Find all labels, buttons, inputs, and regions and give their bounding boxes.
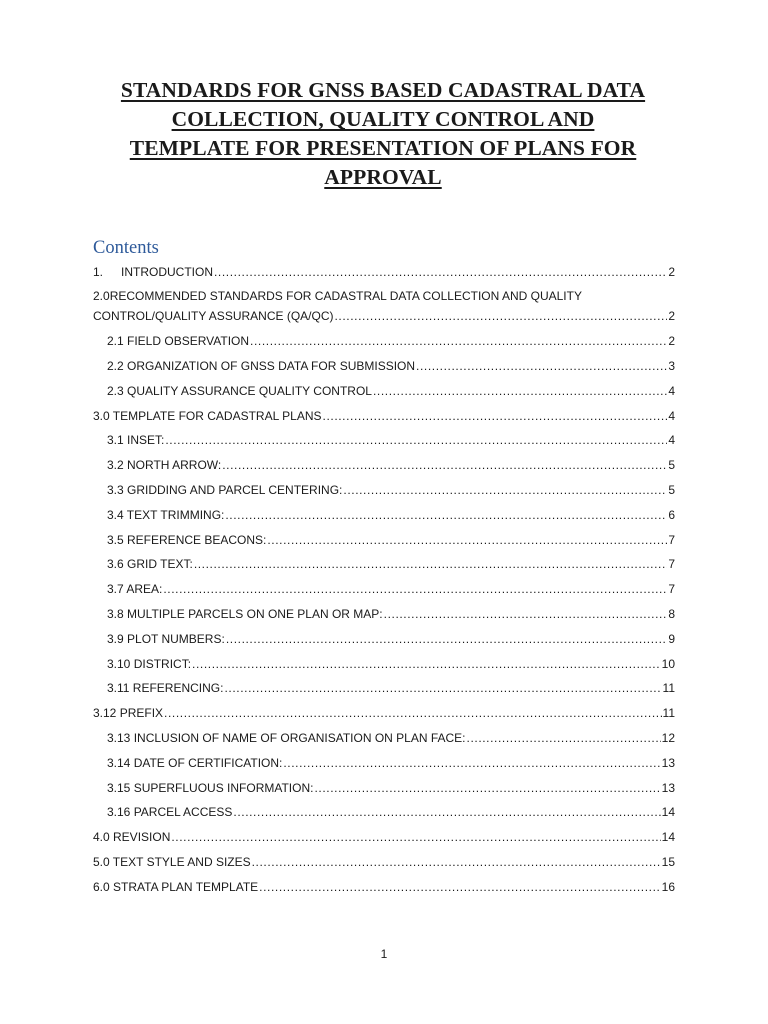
toc-leader xyxy=(194,556,668,572)
toc-page-number: 7 xyxy=(668,582,675,596)
toc-page-number: 12 xyxy=(661,731,675,745)
toc-leader xyxy=(250,333,667,349)
toc-entry[interactable] xyxy=(107,482,675,498)
toc-entry-label: 3.15 SUPERFLUOUS INFORMATION: xyxy=(107,781,314,795)
toc-entry-label: 3.7 AREA: xyxy=(107,582,163,596)
toc-page-number: 7 xyxy=(668,533,675,547)
toc-entry-label: 3.5 REFERENCE BEACONS: xyxy=(107,533,267,547)
toc-entry[interactable] xyxy=(107,680,675,696)
toc-entry-number: 1. xyxy=(93,265,104,279)
toc-entry-label: CONTROL/QUALITY ASSURANCE (QA/QC) xyxy=(93,309,334,323)
toc-leader xyxy=(267,532,667,548)
toc-leader xyxy=(171,829,660,845)
toc-leader xyxy=(373,383,667,399)
toc-entry[interactable] xyxy=(107,780,675,796)
toc-entry[interactable] xyxy=(107,383,675,399)
toc-page-number: 5 xyxy=(668,458,675,472)
toc-entry-label: 6.0 STRATA PLAN TEMPLATE xyxy=(93,880,259,894)
toc-page-number: 16 xyxy=(661,880,675,894)
toc-page-number: 4 xyxy=(668,384,675,398)
toc-entry[interactable] xyxy=(107,457,675,473)
toc-leader xyxy=(323,408,668,424)
toc-entry-label: 3.2 NORTH ARROW: xyxy=(107,458,222,472)
toc-page-number: 8 xyxy=(668,607,675,621)
contents-heading: Contents xyxy=(93,238,159,258)
toc-leader xyxy=(192,656,661,672)
toc-leader xyxy=(259,879,660,895)
toc-leader xyxy=(314,780,660,796)
toc-entry[interactable] xyxy=(107,656,675,672)
toc-page-number: 6 xyxy=(668,508,675,522)
toc-entry[interactable] xyxy=(107,532,675,548)
toc-leader xyxy=(225,507,667,523)
toc-entry-recommended-standards[interactable] xyxy=(93,308,675,324)
toc-leader xyxy=(222,457,667,473)
toc-leader xyxy=(165,432,667,448)
toc-page-number: 15 xyxy=(661,855,675,869)
page-number: 1 xyxy=(380,947,388,961)
toc-entry-label: 5.0 TEXT STYLE AND SIZES xyxy=(93,855,251,869)
toc-leader xyxy=(343,482,667,498)
toc-page-number: 4 xyxy=(668,433,675,447)
toc-entry[interactable] xyxy=(93,879,675,895)
toc-entry[interactable] xyxy=(107,358,675,374)
toc-page-number: 3 xyxy=(668,359,675,373)
toc-leader xyxy=(252,854,661,870)
toc-entry-label: 3.13 INCLUSION OF NAME OF ORGANISATION ON PLAN FACE: xyxy=(107,731,466,745)
toc-entry-label: 3.12 PREFIX xyxy=(93,706,164,720)
toc-page-number: 13 xyxy=(661,781,675,795)
toc-page-number: 5 xyxy=(668,483,675,497)
toc-entry[interactable] xyxy=(107,804,675,820)
toc-entry-label: 3.0 TEMPLATE FOR CADASTRAL PLANS xyxy=(93,409,322,423)
toc-entry[interactable] xyxy=(107,606,675,622)
toc-leader xyxy=(163,581,667,597)
toc-entry-label: 3.3 GRIDDING AND PARCEL CENTERING: xyxy=(107,483,343,497)
toc-entry-label: 3.11 REFERENCING: xyxy=(107,681,224,695)
toc-leader xyxy=(164,705,662,721)
title-line: COLLECTION, QUALITY CONTROL AND xyxy=(171,107,595,131)
toc-leader xyxy=(467,730,661,746)
toc-entry-label: 3.8 MULTIPLE PARCELS ON ONE PLAN OR MAP: xyxy=(107,607,383,621)
toc-entry-label: 3.14 DATE OF CERTIFICATION: xyxy=(107,756,283,770)
title-line: STANDARDS FOR GNSS BASED CADASTRAL DATA xyxy=(120,78,646,102)
toc-entry[interactable] xyxy=(107,755,675,771)
toc-entry-label: 3.10 DISTRICT: xyxy=(107,657,192,671)
toc-entry[interactable] xyxy=(107,631,675,647)
toc-entry[interactable] xyxy=(107,333,675,349)
toc-leader xyxy=(416,358,667,374)
toc-page-number: 2 xyxy=(668,265,675,279)
document-title xyxy=(90,76,676,192)
toc-page-number: 14 xyxy=(661,805,675,819)
toc-entry-label: 3.4 TEXT TRIMMING: xyxy=(107,508,225,522)
toc-entry[interactable] xyxy=(107,507,675,523)
toc-page-number: 13 xyxy=(661,756,675,770)
toc-page-number: 4 xyxy=(668,409,675,423)
toc-page-number: 14 xyxy=(661,830,675,844)
toc-entry-label: 4.0 REVISION xyxy=(93,830,171,844)
toc-page-number: 11 xyxy=(662,706,675,720)
toc-entry-introduction[interactable] xyxy=(93,264,675,280)
toc-leader xyxy=(226,631,667,647)
toc-entry[interactable] xyxy=(93,705,675,721)
title-line: APPROVAL xyxy=(324,165,442,189)
toc-entry[interactable] xyxy=(93,408,675,424)
toc-page-number: 2 xyxy=(668,334,675,348)
toc-leader xyxy=(233,804,660,820)
toc-entry-label: 3.16 PARCEL ACCESS xyxy=(107,805,233,819)
toc-entry-label: 3.9 PLOT NUMBERS: xyxy=(107,632,225,646)
toc-leader xyxy=(384,606,668,622)
toc-entry-label: 3.6 GRID TEXT: xyxy=(107,557,193,571)
toc-page-number: 9 xyxy=(668,632,675,646)
toc-page-number: 10 xyxy=(661,657,675,671)
toc-leader xyxy=(283,755,660,771)
toc-entry[interactable] xyxy=(107,730,675,746)
toc-entry-label: 3.1 INSET: xyxy=(107,433,165,447)
toc-entry[interactable] xyxy=(93,829,675,845)
toc-page-number: 11 xyxy=(662,681,675,695)
title-line: TEMPLATE FOR PRESENTATION OF PLANS FOR xyxy=(129,136,637,160)
toc-leader xyxy=(214,264,667,280)
toc-entry-label: 2.3 QUALITY ASSURANCE QUALITY CONTROL xyxy=(107,384,372,398)
toc-entry-label: RECOMMENDED STANDARDS FOR CADASTRAL DATA COLLECTION AND QUALITY xyxy=(109,289,582,303)
toc-entry-label: 2.1 FIELD OBSERVATION xyxy=(107,334,250,348)
toc-entry[interactable] xyxy=(93,854,675,870)
toc-leader xyxy=(335,308,668,324)
toc-entry[interactable] xyxy=(107,432,675,448)
toc-entry-number: 2.0 xyxy=(93,289,110,303)
toc-entry[interactable] xyxy=(107,581,675,597)
toc-entry-recommended-standards-line1[interactable] xyxy=(93,288,582,304)
toc-entry[interactable] xyxy=(107,556,675,572)
toc-page-number: 2 xyxy=(668,309,675,323)
toc-page-number: 7 xyxy=(668,557,675,571)
toc-entry-label: INTRODUCTION xyxy=(121,265,213,279)
toc-leader xyxy=(224,680,661,696)
toc-entry-label: 2.2 ORGANIZATION OF GNSS DATA FOR SUBMISSION xyxy=(107,359,416,373)
